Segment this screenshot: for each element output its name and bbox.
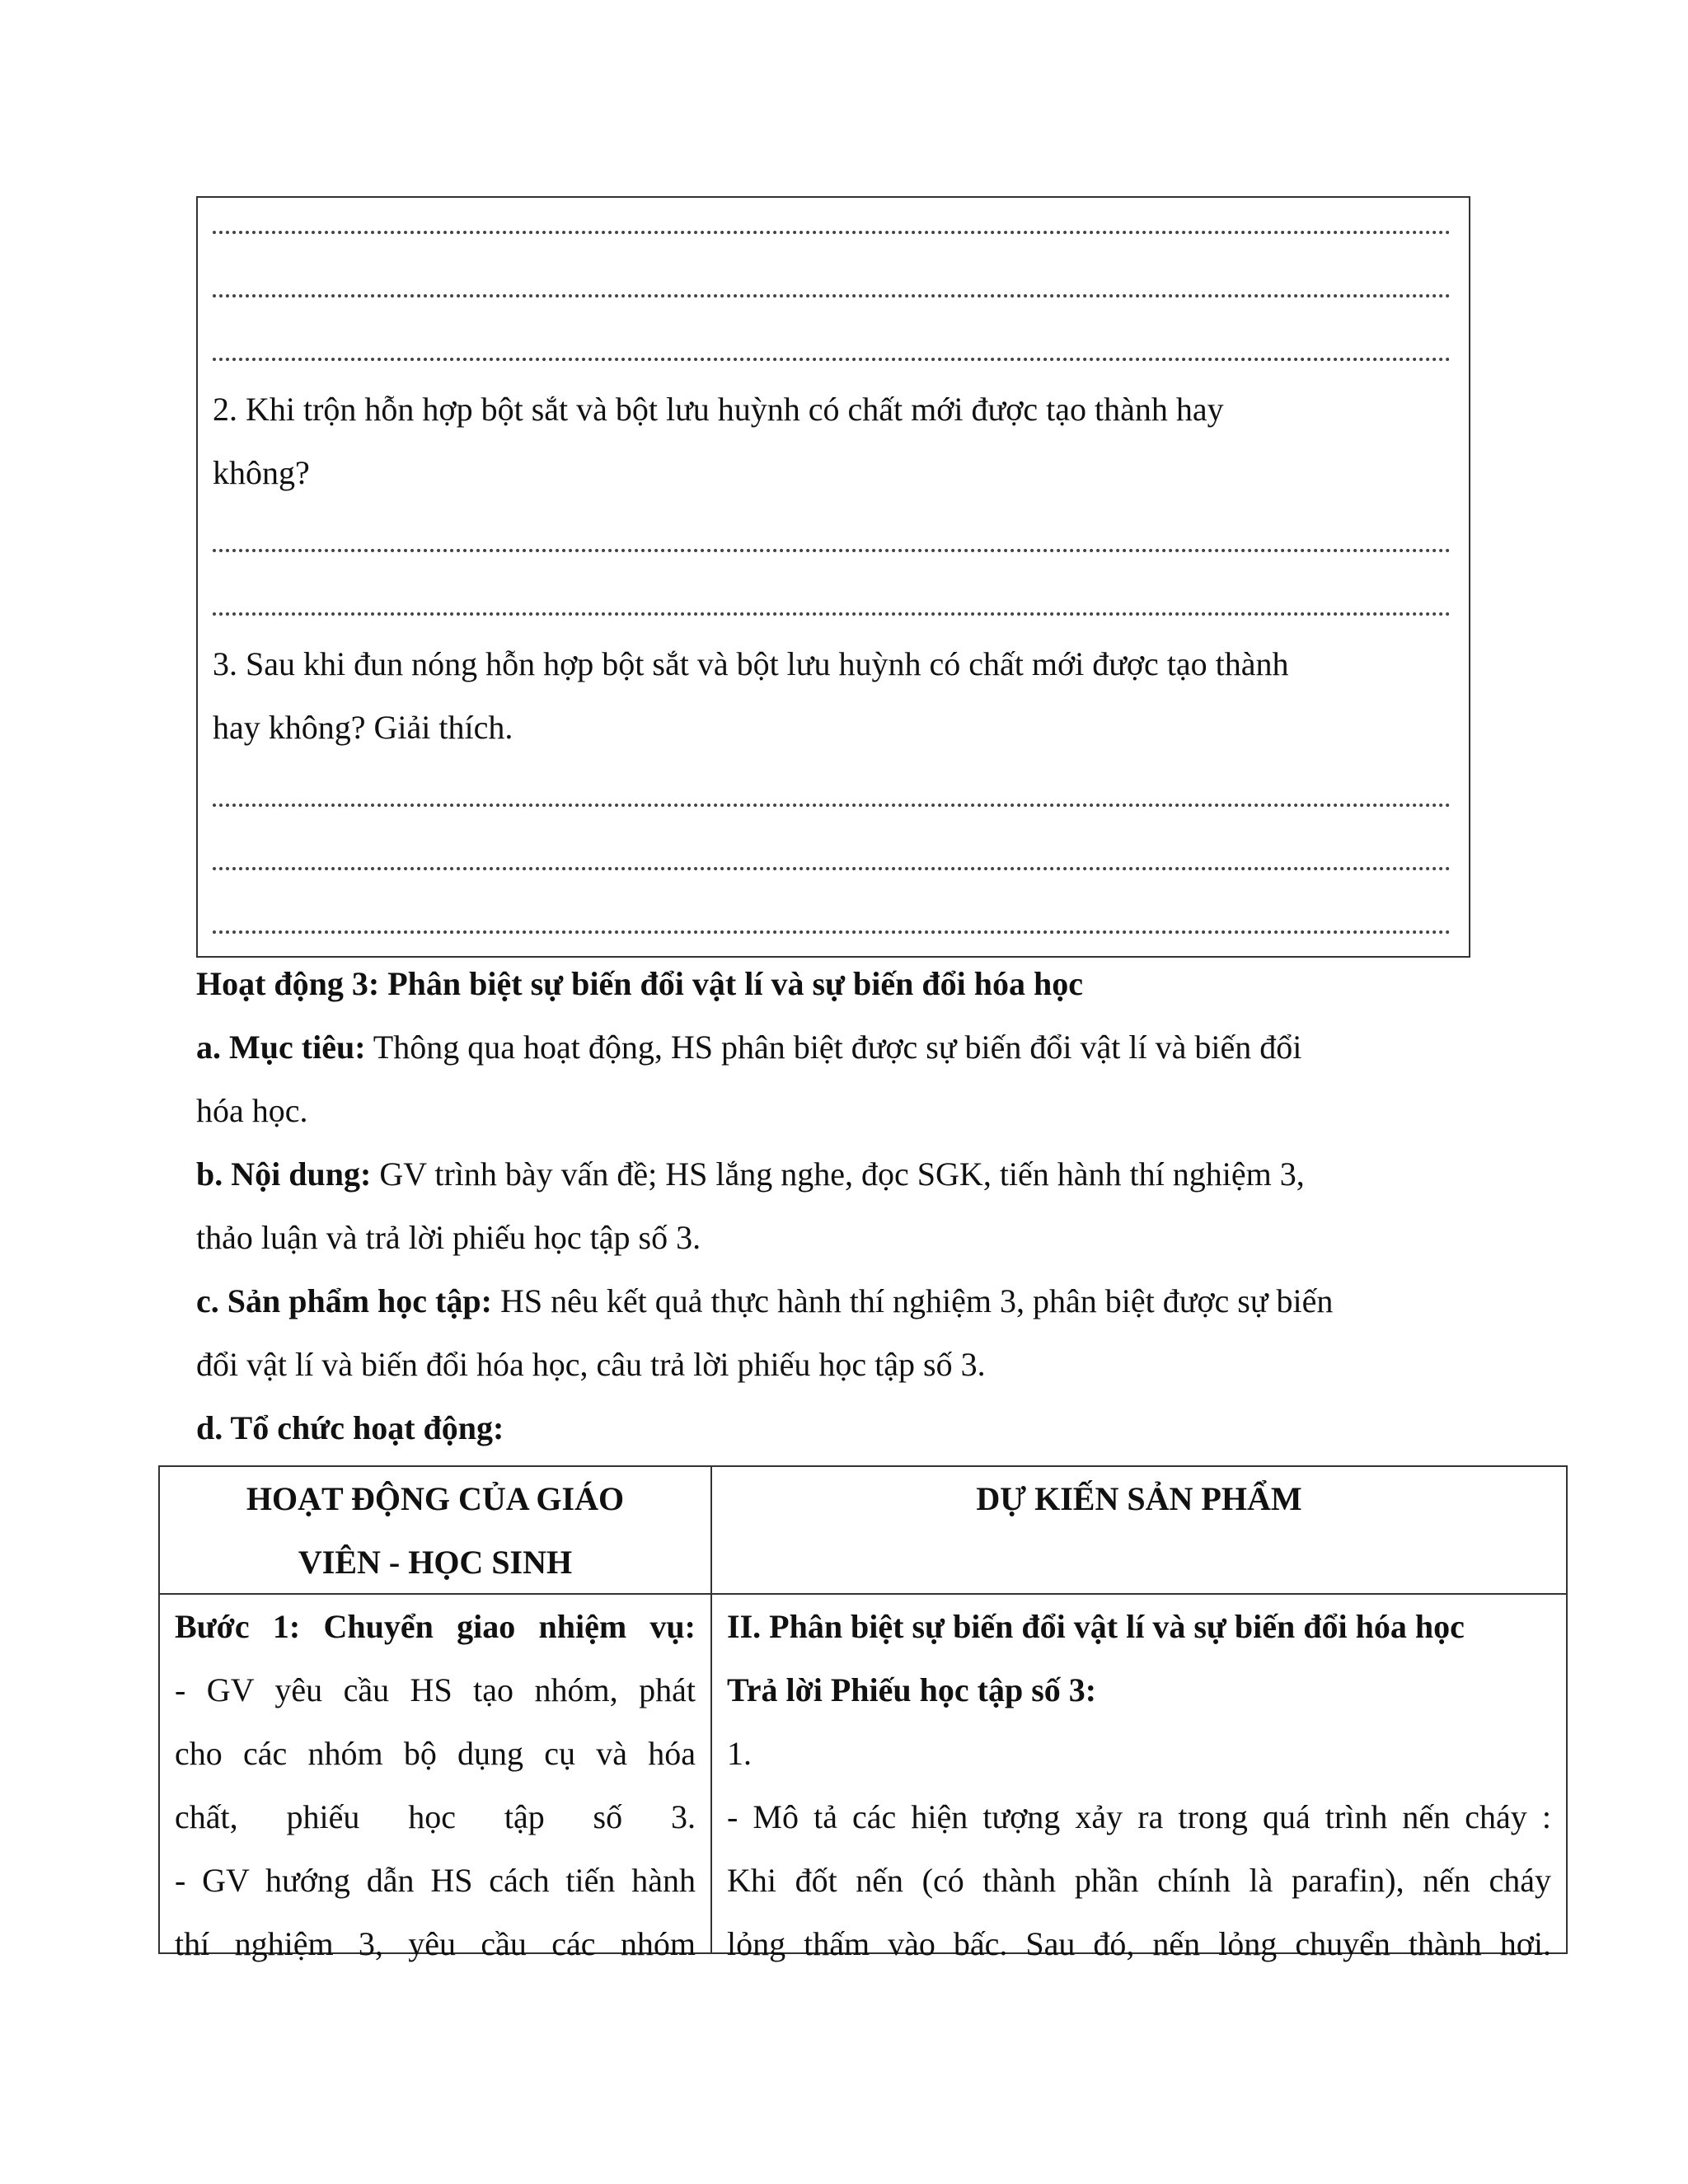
product-line-1 [196, 1269, 1470, 1333]
cell-left-line: chất, phiếu học tập số 3. [175, 1798, 696, 1835]
question-2-line-2: không? [213, 454, 310, 491]
table-header-expected-product: DỰ KIẾN SẢN PHẨM [976, 1480, 1302, 1517]
product-text-1: HS nêu kết quả thực hành thí nghiệm 3, phân biệt được sự biến [491, 1282, 1334, 1319]
answer-dotted-line [213, 867, 1451, 870]
answer-number: 1. [727, 1735, 752, 1772]
organization-label: d. Tổ chức hoạt động: [196, 1409, 504, 1446]
cell-left-line: - GV hướng dẫn HS cách tiến hành [175, 1862, 696, 1899]
cell-left-line: cho các nhóm bộ dụng cụ và hóa [175, 1735, 696, 1772]
content-line-1 [196, 1142, 1470, 1206]
worksheet-box [196, 196, 1470, 958]
question-3-line-2: hay không? Giải thích. [213, 709, 513, 746]
section-ii-title: II. Phân biệt sự biến đổi vật lí và sự biến đổi hóa học [727, 1608, 1465, 1645]
question-2-line-1: 2. Khi trộn hỗn hợp bột sắt và bột lưu huỳnh có chất mới được tạo thành hay [213, 391, 1224, 428]
cell-right-line: - Mô tả các hiện tượng xảy ra trong quá trình nến cháy : [727, 1798, 1551, 1835]
header-left-line-1: HOẠT ĐỘNG CỦA GIÁO [246, 1480, 625, 1517]
answer-dotted-line [213, 804, 1451, 807]
answer-sheet-title: Trả lời Phiếu học tập số 3: [727, 1671, 1097, 1708]
goal-line-1 [196, 1015, 1470, 1079]
answer-dotted-line [213, 549, 1451, 552]
question-3 [213, 632, 1451, 759]
question-3-line-1: 3. Sau khi đun nóng hỗn hợp bột sắt và bột lưu huỳnh có chất mới được tạo thành [213, 645, 1289, 682]
goal-text-1: Thông qua hoạt động, HS phân biệt được sự biến đổi vật lí và biến đổi [365, 1029, 1302, 1066]
content-text-2: thảo luận và trả lời phiếu học tập số 3. [196, 1219, 701, 1256]
step-1-title: Bước 1: Chuyển giao nhiệm vụ: [175, 1608, 696, 1645]
goal-label: a. Mục tiêu: [196, 1029, 366, 1066]
content-label: b. Nội dung: [196, 1155, 372, 1193]
product-paragraph [196, 1269, 1470, 1396]
cell-right-line: Khi đốt nến (có thành phần chính là parafin), nến cháy [727, 1862, 1551, 1899]
activity-table [158, 1465, 1568, 1962]
header-left-line-2: VIÊN - HỌC SINH [298, 1544, 573, 1581]
goal-paragraph [196, 1015, 1470, 1142]
table-cell-expected-product [727, 1595, 1551, 1975]
table-header-teacher-student [160, 1467, 710, 1594]
answer-dotted-line [213, 358, 1451, 361]
cell-left-line: thí nghiệm 3, yêu cầu các nhóm [175, 1925, 696, 1962]
cell-right-line: lỏng thấm vào bấc. Sau đó, nến lỏng chuyển thành hơi. [727, 1925, 1551, 1962]
answer-dotted-line [213, 612, 1451, 616]
content-text-1: GV trình bày vấn đề; HS lắng nghe, đọc SGK, tiến hành thí nghiệm 3, [371, 1155, 1305, 1193]
question-2 [213, 377, 1451, 504]
product-text-2: đổi vật lí và biến đổi hóa học, câu trả lời phiếu học tập số 3. [196, 1346, 986, 1383]
activity-heading: Hoạt động 3: Phân biệt sự biến đổi vật lí và sự biến đổi hóa học [196, 965, 1083, 1002]
answer-dotted-line [213, 930, 1451, 934]
answer-dotted-line [213, 294, 1451, 298]
product-label: c. Sản phẩm học tập: [196, 1282, 492, 1319]
content-paragraph [196, 1142, 1470, 1269]
table-column-divider [710, 1467, 712, 1952]
table-cell-teacher-activity [175, 1595, 696, 1975]
answer-dotted-line [213, 231, 1451, 234]
goal-text-2: hóa học. [196, 1092, 308, 1129]
cell-left-line: - GV yêu cầu HS tạo nhóm, phát [175, 1671, 696, 1708]
